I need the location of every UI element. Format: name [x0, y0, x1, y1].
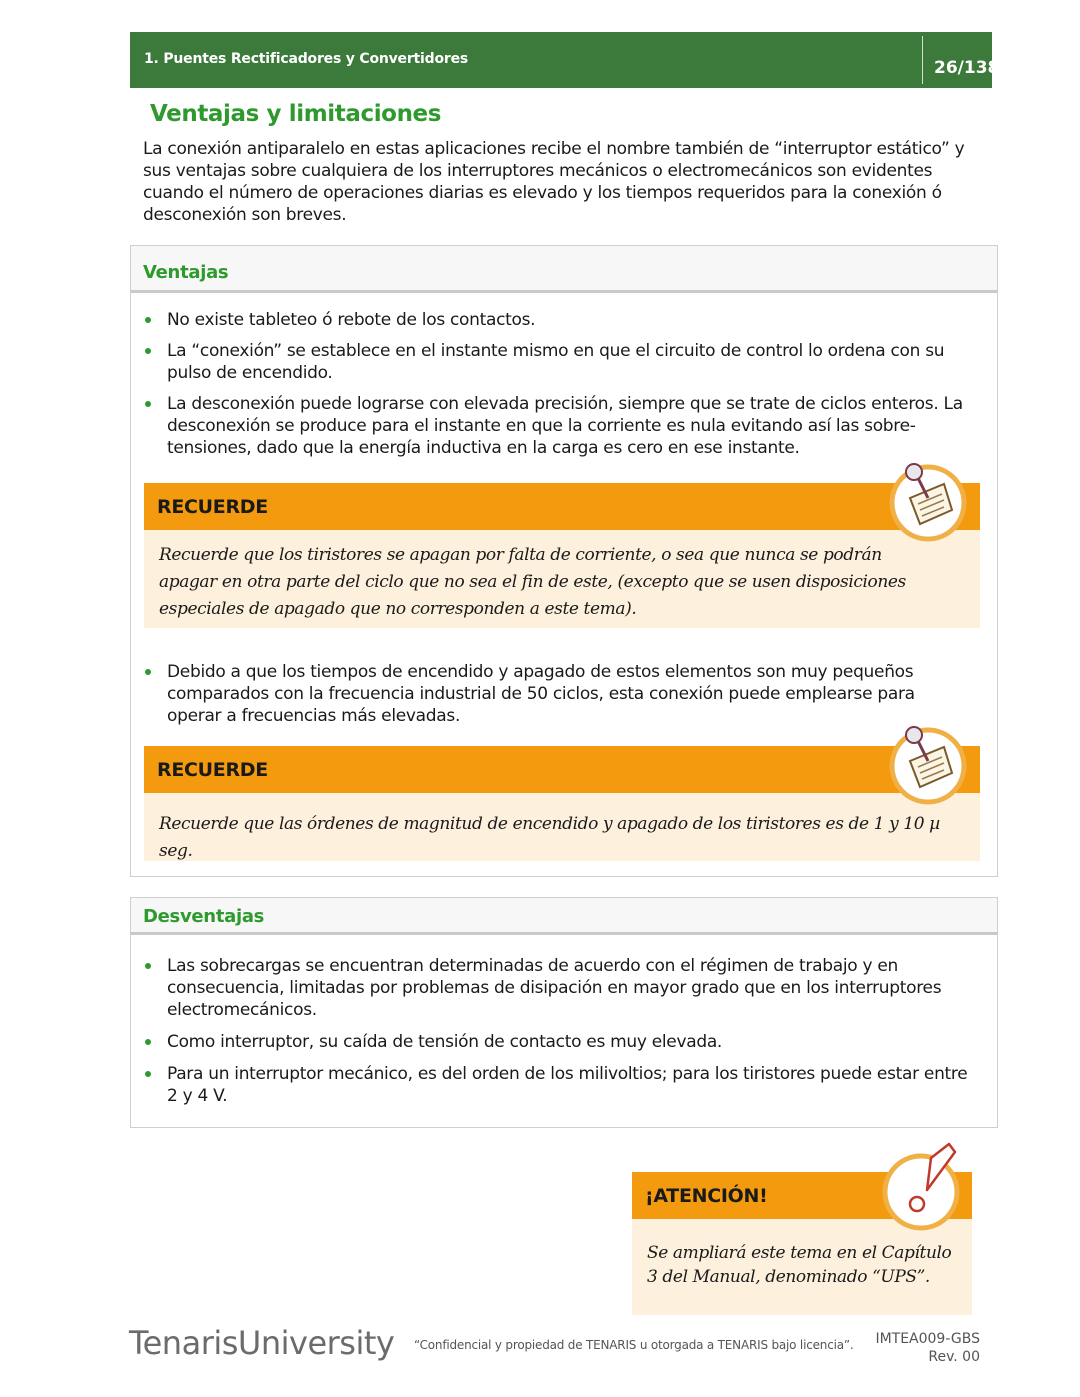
tenaris-university-logo: TenarisUniversity	[129, 1324, 395, 1362]
pinned-note-icon	[886, 458, 970, 542]
recuerde-text: Recuerde que los tiristores se apagan por falta de corriente, o sea que nunca se podrán apagar en otra parte del ciclo que no sea el fin de este, (excepto que se usen disposiciones especiales de apagado que no corresponden a este tema).	[144, 530, 980, 628]
list-item: Como interruptor, su caída de tensión de contacto es muy elevada.	[143, 1031, 973, 1053]
list-item: La “conexión” se establece en el instante mismo en que el circuito de control lo ordena con su pulso de encendido.	[143, 340, 973, 384]
recuerde-box-1	[144, 483, 980, 628]
desventajas-box	[130, 897, 998, 1128]
chapter-title: 1. Puentes Rectificadores y Convertidores	[144, 51, 469, 67]
intro-paragraph: La conexión antiparalelo en estas aplicaciones recibe el nombre también de “interruptor estático” y sus ventajas sobre cualquiera de los interruptores mecánicos o electromecánicos son evidentes cuando el número de operaciones diarias es elevado y los tiempos requeridos para la conexión ó desconexión son breves.	[143, 139, 965, 225]
list-item: Para un interruptor mecánico, es del orden de los milivoltios; para los tiristores puede estar entre 2 y 4 V.	[143, 1063, 973, 1107]
recuerde-text: Recuerde que las órdenes de magnitud de encendido y apagado de los tiristores es de 1 y 10 µ seg.	[144, 793, 980, 861]
recuerde-header	[144, 746, 980, 793]
page-header	[130, 32, 1000, 88]
document-code: IMTEA009-GBS	[875, 1331, 980, 1347]
header-divider	[922, 36, 923, 84]
ventajas-box	[130, 245, 998, 877]
exclamation-icon	[879, 1138, 969, 1232]
ventajas-list	[143, 309, 973, 459]
document-revision: Rev. 00	[928, 1349, 980, 1365]
recuerde-box-2	[144, 746, 980, 861]
desventajas-header	[131, 898, 997, 935]
section-title: Ventajas y limitaciones	[150, 101, 442, 127]
atencion-text: Se ampliará este tema en el Capítulo 3 del Manual, denominado “UPS”.	[632, 1219, 972, 1315]
pinned-note-icon	[886, 721, 970, 805]
atencion-heading: ¡ATENCIÓN!	[645, 1185, 768, 1207]
recuerde-heading: RECUERDE	[157, 496, 268, 518]
list-item: No existe tableteo ó rebote de los contactos.	[143, 309, 973, 331]
desventajas-heading: Desventajas	[143, 906, 265, 927]
list-item: Debido a que los tiempos de encendido y apagado de estos elementos son muy pequeños comparados con la frecuencia industrial de 50 ciclos, esta conexión puede emplearse para operar a frecuencias más elevadas.	[143, 661, 973, 727]
recuerde-heading: RECUERDE	[157, 759, 268, 781]
page-number: 26/138	[934, 58, 1000, 78]
list-item: La desconexión puede lograrse con elevada precisión, siempre que se trate de ciclos enteros. La desconexión se produce para el instante en que la corriente es nula evitando así las sobre-tensiones, dado que la energía inductiva en la carga es cero en ese instante.	[143, 393, 973, 459]
ventajas-header	[131, 246, 997, 293]
ventajas-heading: Ventajas	[143, 262, 229, 283]
confidential-notice: “Confidencial y propiedad de TENARIS u otorgada a TENARIS bajo licencia”.	[414, 1338, 854, 1352]
recuerde-header	[144, 483, 980, 530]
desventajas-list	[143, 955, 973, 1107]
list-item: Las sobrecargas se encuentran determinadas de acuerdo con el régimen de trabajo y en consecuencia, limitadas por problemas de disipación en mayor grado que en los interruptores electromecánicos.	[143, 955, 973, 1021]
ventajas-list-continued	[143, 661, 973, 727]
document-reference	[875, 1330, 980, 1366]
